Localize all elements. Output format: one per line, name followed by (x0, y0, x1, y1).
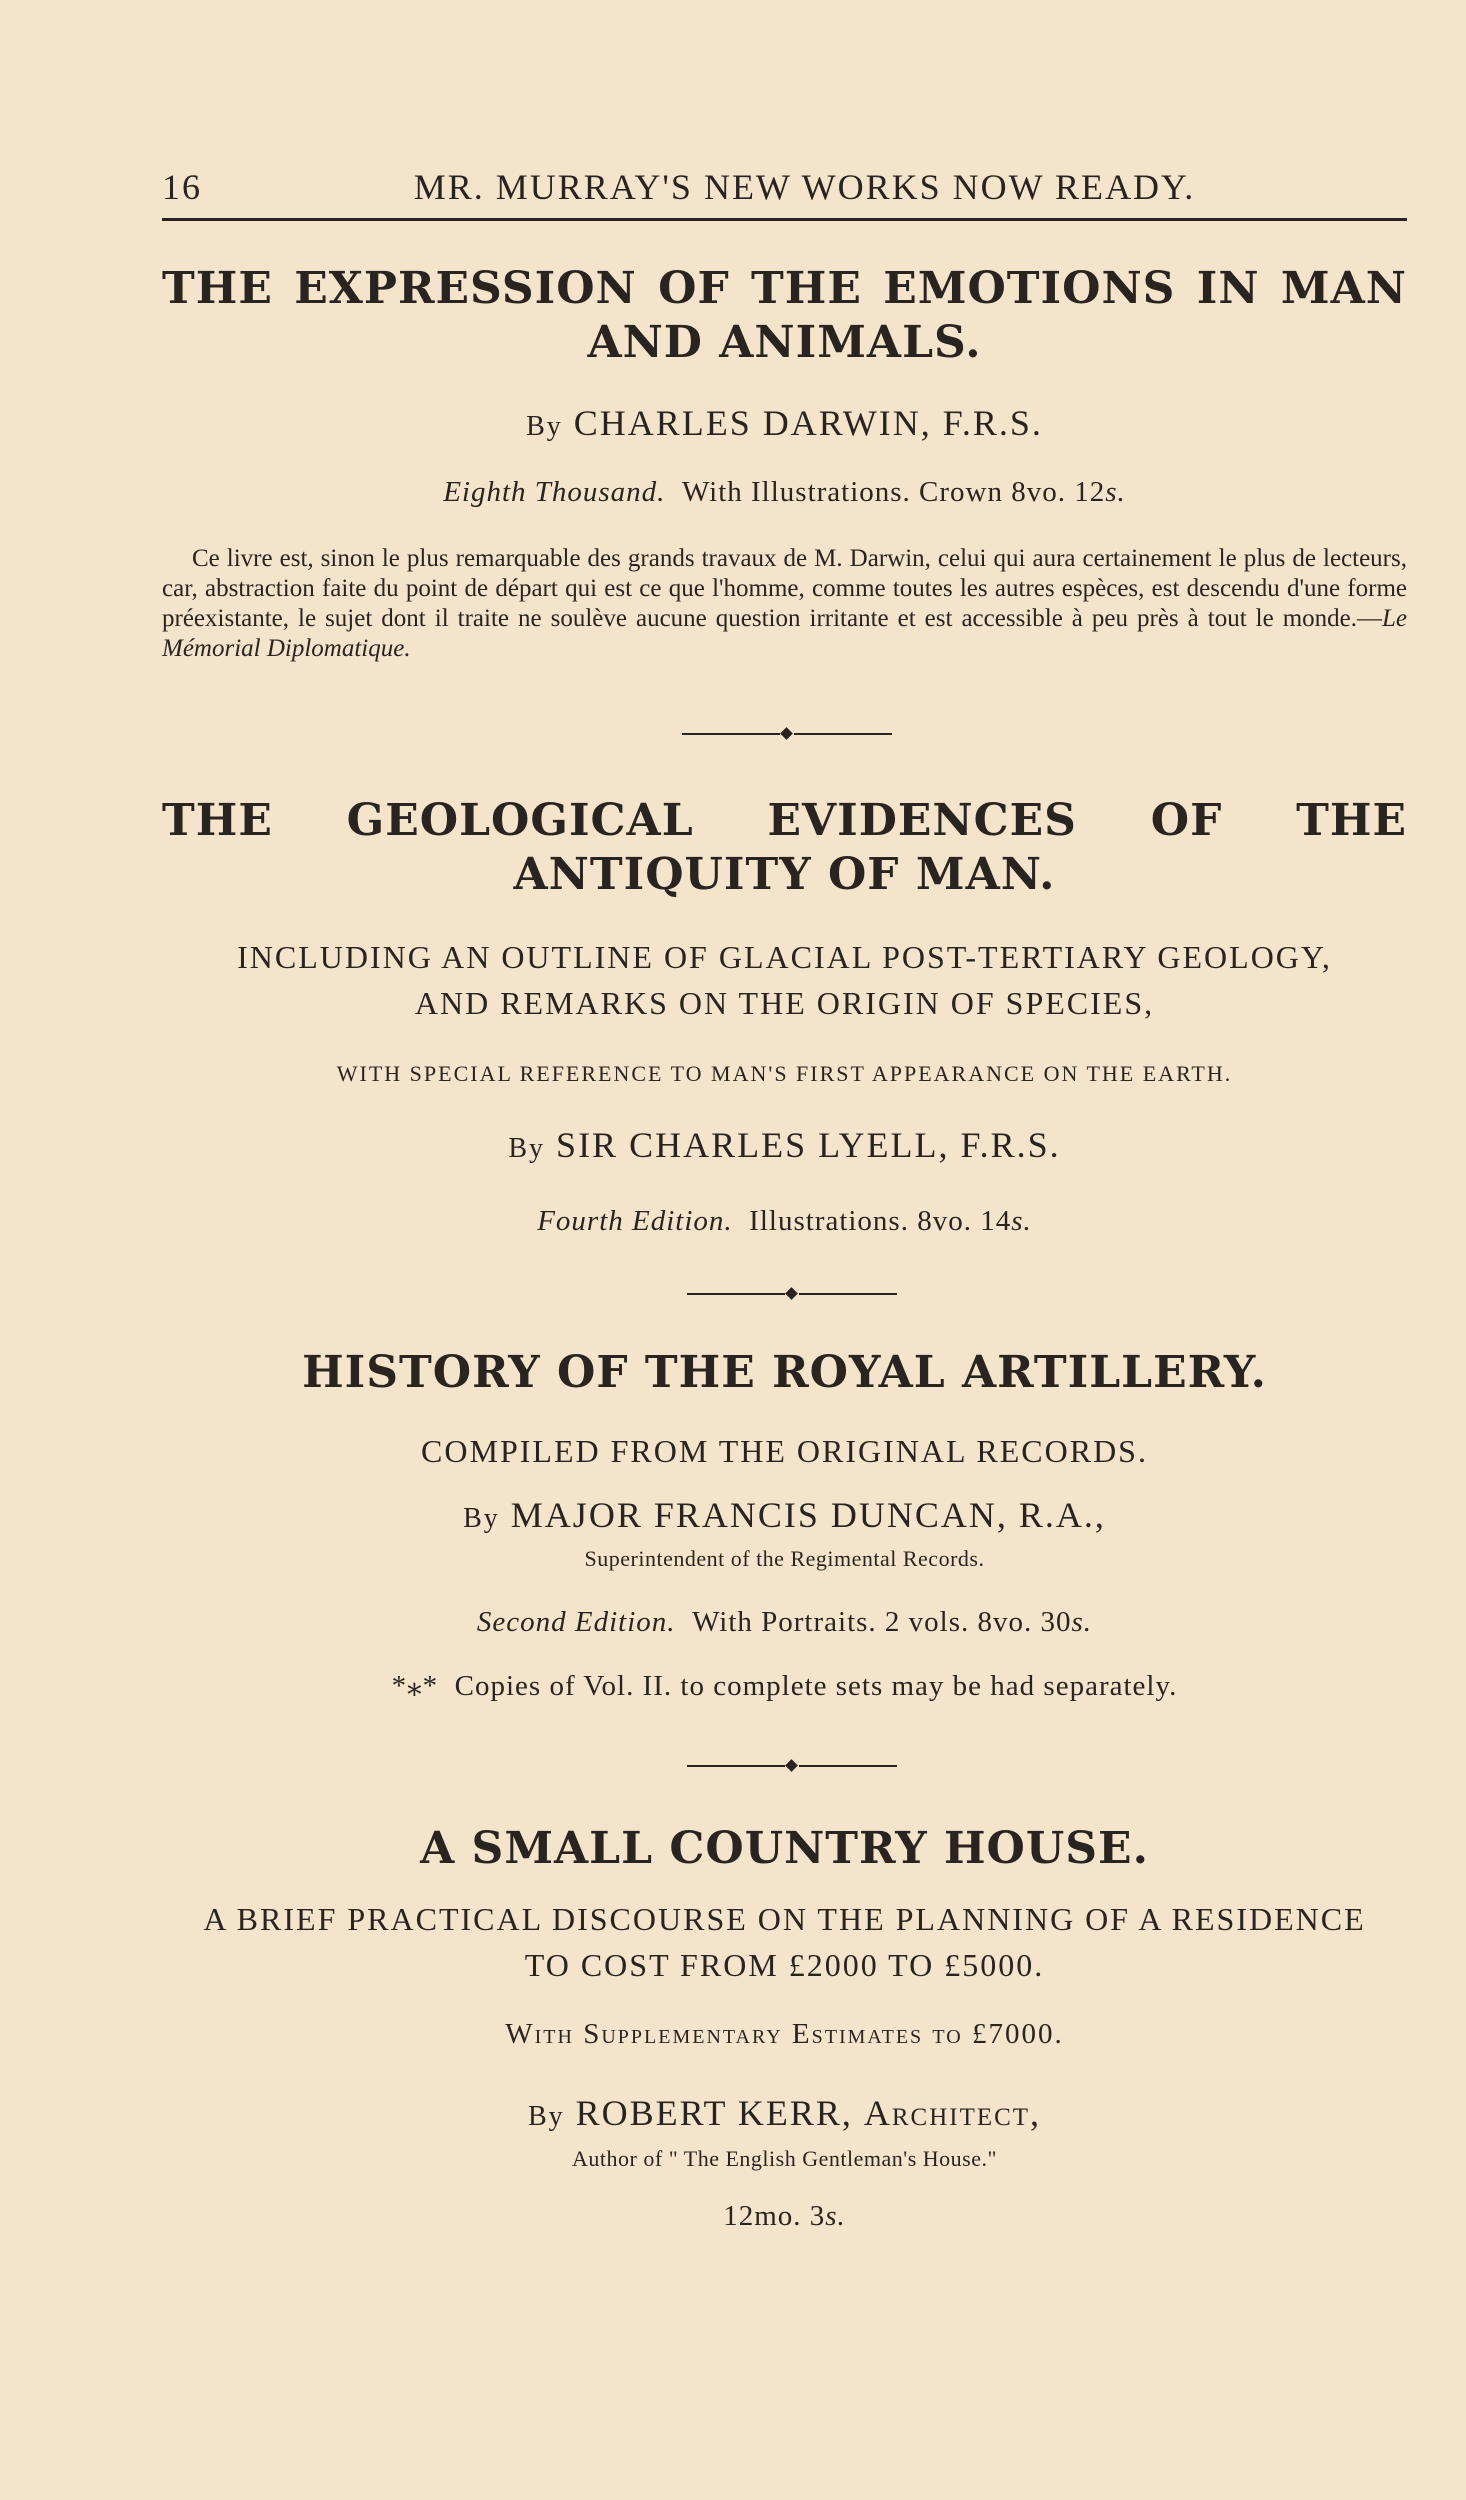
entry-byline-note (162, 2146, 1407, 2172)
subtitle-line: With Supplementary Estimates to £7000. (505, 2018, 1064, 2050)
subtitle-line: AND REMARKS ON THE ORIGIN OF SPECIES, (414, 985, 1155, 1021)
note-text: Copies of Vol. II. to complete sets may be had separately. (454, 1670, 1178, 1702)
entry-subtitle-2 (162, 2018, 1407, 2051)
entry-subtitle-small (162, 1061, 1407, 1087)
entry-publication (162, 476, 1407, 509)
entry-publication (162, 2200, 1407, 2233)
entry-title: THE EXPRESSION OF THE EMOTIONS IN MAN AND ANIMALS. (162, 263, 1407, 368)
entry-byline (162, 402, 1407, 444)
price-suffix: s. (825, 2200, 846, 2232)
entry-royal-artillery (162, 1346, 1407, 1400)
author-name: CHARLES DARWIN, F.R.S. (573, 403, 1043, 443)
quote-text: Ce livre est, sinon le plus remarquable des grands travaux de M. Darwin, celui qui aura certainement le plus de lecteurs, car, abstraction faite du point de départ qui est ce que l'homme, comme toutes les autres espèces, est descendu d'une forme préexistante, le sujet dont il traite ne soulève aucune question irritante et est accessible à peu près à tout le monde.— (162, 545, 1407, 632)
entry-publication (162, 1606, 1407, 1639)
entry-subtitle (162, 1896, 1407, 1988)
author-role: Architect, (863, 2093, 1042, 2133)
entry-subtitle (162, 934, 1407, 1026)
review-quote (162, 544, 1407, 664)
entry-title: THE GEOLOGICAL EVIDENCES OF THE ANTIQUITY OF MAN. (162, 795, 1407, 900)
entry-publication (162, 1205, 1407, 1238)
subtitle-line: INCLUDING AN OUTLINE OF GLACIAL POST-TERTIARY GEOLOGY, (237, 939, 1332, 975)
edition: Second Edition. (476, 1606, 676, 1638)
entry-note (162, 1668, 1407, 1703)
entry-lyell (162, 794, 1407, 902)
subtitle-line: WITH SPECIAL REFERENCE TO MAN'S FIRST APPEARANCE ON THE EARTH. (336, 1061, 1233, 1086)
price-suffix: s. (1071, 1606, 1093, 1638)
page-number: 16 (162, 167, 202, 207)
entry-byline (162, 2092, 1407, 2134)
subtitle-line: COMPILED FROM THE ORIGINAL RECORDS. (421, 1433, 1148, 1469)
edition: Fourth Edition. (537, 1205, 733, 1237)
header-rule (162, 218, 1407, 221)
entry-country-house (162, 1822, 1407, 1876)
publication-details: With Portraits. 2 vols. 8vo. 30 (692, 1606, 1072, 1638)
author-name: SIR CHARLES LYELL, F.R.S. (556, 1125, 1061, 1165)
entry-title: HISTORY OF THE ROYAL ARTILLERY. (302, 1347, 1267, 1398)
author-credit: Author of " The English Gentleman's House." (572, 2146, 997, 2171)
quote-source: Le Mémorial Diplomatique. (162, 605, 1407, 662)
subtitle-line: A BRIEF PRACTICAL DISCOURSE ON THE PLANNING OF A RESIDENCE (203, 1901, 1366, 1937)
byline-prefix: By (526, 411, 563, 442)
author-role: Superintendent of the Regimental Records. (584, 1546, 985, 1571)
publication-details: 12mo. 3 (723, 2200, 826, 2232)
section-ornament (687, 1760, 897, 1772)
author-name: ROBERT KERR, (575, 2093, 853, 2133)
price-suffix: s. (1011, 1205, 1032, 1237)
entry-subtitle (162, 1428, 1407, 1474)
publication-details: Illustrations. 8vo. 14 (749, 1205, 1012, 1237)
section-ornament (682, 728, 892, 740)
subtitle-line: TO COST FROM £2000 TO £5000. (524, 1947, 1045, 1983)
byline-prefix: By (463, 1503, 500, 1534)
asterism: *⁎* (391, 1670, 439, 1702)
entry-title: A SMALL COUNTRY HOUSE. (420, 1823, 1149, 1874)
price-suffix: s. (1105, 476, 1126, 508)
publication-details: With Illustrations. Crown 8vo. 12 (681, 476, 1106, 508)
entry-byline (162, 1124, 1407, 1166)
page (162, 0, 1407, 2500)
byline-prefix: By (527, 2101, 565, 2132)
section-ornament (687, 1288, 897, 1300)
byline-prefix: By (508, 1133, 546, 1164)
author-name: MAJOR FRANCIS DUNCAN, R.A., (510, 1495, 1106, 1535)
entry-darwin (162, 262, 1407, 370)
entry-byline (162, 1494, 1407, 1536)
running-title: MR. MURRAY'S NEW WORKS NOW READY. (413, 167, 1196, 207)
edition: Eighth Thousand. (443, 476, 666, 508)
entry-byline-note (162, 1546, 1407, 1572)
running-header (162, 158, 1407, 210)
